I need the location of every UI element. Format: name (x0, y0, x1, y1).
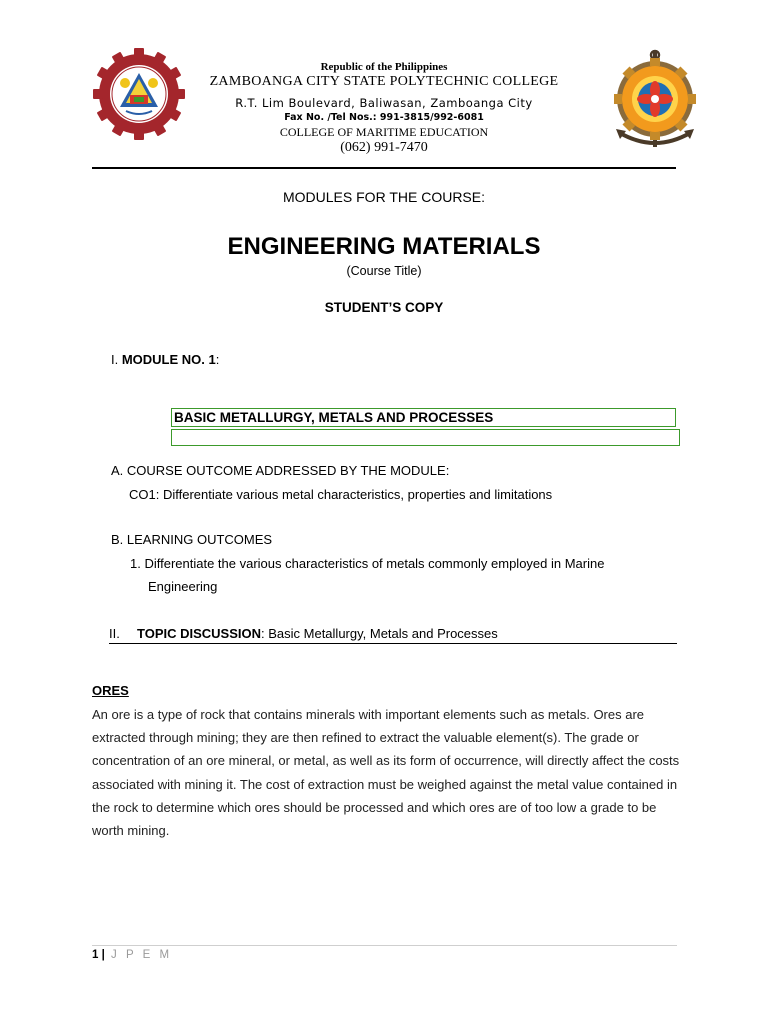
module-suffix: : (215, 352, 220, 367)
course-outcome-code: CO1 (129, 487, 156, 502)
college-name: ZAMBOANGA CITY STATE POLYTECHNIC COLLEGE (209, 74, 559, 89)
topic-discussion (109, 626, 498, 641)
college-address: R.T. Lim Boulevard, Baliwasan, Zamboanga City (235, 96, 533, 110)
footer-tag: J P E M (104, 949, 173, 961)
republic-heading: Republic of the Philippines (320, 61, 448, 73)
course-title: ENGINEERING MATERIALS (227, 233, 541, 260)
topic-numeral: II. (109, 626, 120, 641)
learning-outcome-1: 1. Differentiate the various characteristics of metals commonly employed in Marine (130, 556, 605, 571)
topic-label: TOPIC DISCUSSION (137, 626, 262, 641)
learning-outcomes-heading: B. LEARNING OUTCOMES (111, 532, 273, 547)
ores-heading: ORES (92, 683, 129, 698)
course-outcome-item (129, 487, 552, 502)
course-outcome-text: : Differentiate various metal characteristics, properties and limitations (155, 487, 553, 502)
module-numeral: I. (111, 352, 122, 367)
course-title-caption: (Course Title) (346, 264, 422, 278)
modules-label: MODULES FOR THE COURSE: (283, 189, 485, 205)
learning-outcome-1-continued: Engineering (148, 579, 218, 594)
course-outcome-heading: A. COURSE OUTCOME ADDRESSED BY THE MODULE: (111, 463, 450, 478)
topic-divider (109, 643, 677, 644)
page-footer (92, 949, 172, 961)
module-number (111, 352, 219, 367)
module-title-box (171, 408, 676, 427)
empty-title-box (171, 429, 680, 446)
department-phone: (062) 991-7470 (340, 140, 428, 155)
topic-text: : Basic Metallurgy, Metals and Processes (261, 626, 498, 641)
module-label: MODULE NO. 1 (121, 352, 216, 367)
department-name: COLLEGE OF MARITIME EDUCATION (279, 125, 489, 139)
contact-numbers: Fax No. /Tel Nos.: 991-3815/992-6081 (284, 112, 484, 123)
page-number: 1 | (92, 949, 105, 961)
module-title: BASIC METALLURGY, METALS AND PROCESSES (174, 410, 494, 425)
header-divider (92, 167, 676, 169)
ores-paragraph: An ore is a type of rock that contains minerals with important elements such as metals. Ores are extracted through mining; they are then refined to extract the valuable element(s). The grade or concentration of an ore mineral, or metal, as well as its form of occurrence, will directly affect the costs associated with mining it. The cost of extraction must be weighed against the metal value contained in the rock to determine which ores should be processed and which ores are of too low a grade to be worth mining. (92, 707, 680, 839)
students-copy-label: STUDENT’S COPY (324, 300, 444, 315)
footer-divider (92, 945, 677, 946)
